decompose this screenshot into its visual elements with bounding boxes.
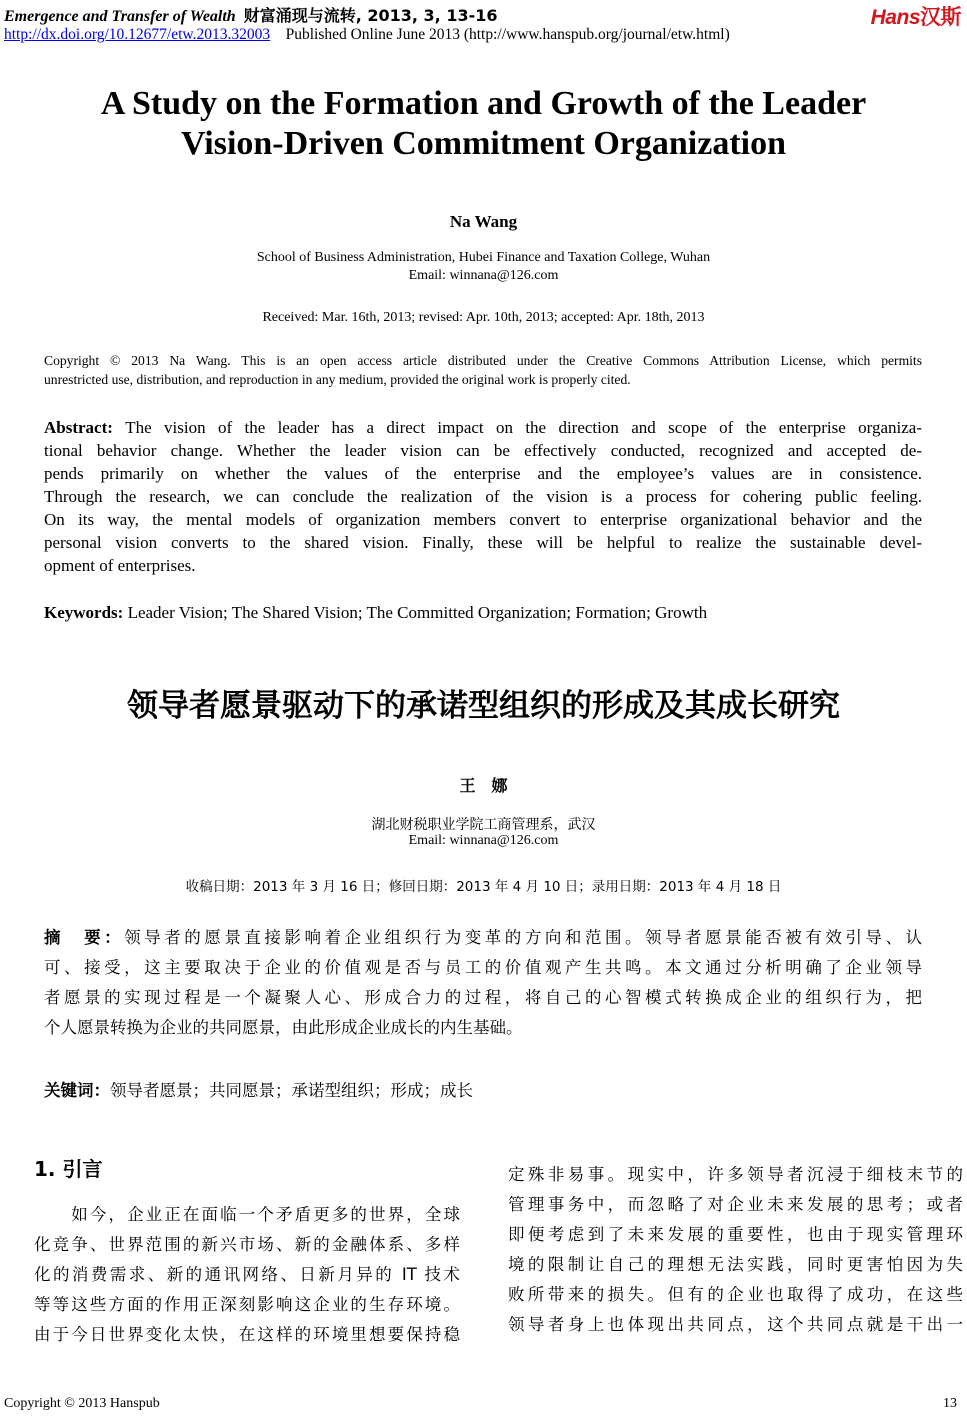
text-line: personal vision converts to the shared vision. Finally, these will be helpful to realize the sustainable devel- [44, 533, 922, 552]
english-title [0, 84, 967, 164]
chinese-author: 王 娜 [459, 776, 508, 795]
abstract-first-line [44, 923, 922, 953]
affiliation: School of Business Administration, Hubei Finance and Taxation College, Wuhan [256, 250, 711, 265]
text-line: 化的消费需求、新的通讯网络、日新月异的 IT 技术 [34, 1265, 460, 1284]
footer-copyright: Copyright © 2013 Hanspub [4, 1396, 160, 1411]
keywords-label: Keywords: [44, 603, 124, 622]
journal-citation: 财富涌现与流转, 2013, 3, 13-16 [243, 6, 498, 25]
abstract-first-line [44, 416, 922, 439]
chinese-title: 领导者愿景驱动下的承诺型组织的形成及其成长研究 [127, 688, 840, 724]
text-line: 定殊非易事。现实中，许多领导者沉浸于细枝末节的 [508, 1165, 963, 1184]
logo-latin: Hans [870, 6, 920, 29]
chinese-abstract [44, 923, 922, 1043]
text-line: 等等这些方面的作用正深刻影响这企业的生存环境。 [34, 1295, 460, 1314]
hans-logo [871, 1, 961, 31]
published-info: Published Online June 2013 (http://www.hanspub.org/journal/etw.html) [285, 26, 730, 43]
keywords-text: 领导者愿景；共同愿景；承诺型组织；形成；成长 [110, 1081, 473, 1100]
text-line: 由于今日世界变化太快，在这样的环境里想要保持稳 [34, 1325, 460, 1344]
text-line: opment of enterprises. [44, 556, 196, 575]
text-line: 如今，企业正在面临一个矛盾更多的世界，全球 [34, 1205, 460, 1224]
title-line: Vision-Driven Commitment Organization [180, 125, 786, 162]
english-keywords [44, 603, 707, 623]
text-line: 可、接受，这主要取决于企业的价值观是否与员工的价值观产生共鸣。本文通过分析明确了企业领导 [44, 958, 922, 977]
chinese-dates: 收稿日期：2013 年 3 月 16 日；修回日期：2013 年 4 月 10 日；录用日期：2013 年 4 月 18 日 [185, 879, 782, 895]
text-line: 个人愿景转换为企业的共同愿景，由此形成企业成长的内生基础。 [44, 1018, 523, 1037]
abstract-text: 领导者的愿景直接影响着企业组织行为变革的方向和范围。领导者愿景能否被有效引导、认 [124, 928, 923, 947]
body-left-column [34, 1200, 460, 1350]
text-line: 境的限制让自己的理想无法实践，同时更害怕因为失 [508, 1255, 963, 1274]
text-line: 管理事务中，而忽略了对企业未来发展的思考；或者 [508, 1195, 963, 1214]
abstract-label: 摘 要： [44, 928, 125, 947]
chinese-email: Email: winnana@126.com [408, 833, 559, 848]
text-line: 领导者身上也体现出共同点，这个共同点就是干出一 [508, 1315, 963, 1334]
text-line: 者愿景的实现过程是一个凝聚人心、形成合力的过程，将自己的心智模式转换成企业的组织行为，把 [44, 988, 922, 1007]
doi-line [4, 26, 730, 44]
keywords-label: 关键词： [44, 1081, 110, 1100]
text-line: 即便考虑到了未来发展的重要性，也由于现实管理环 [508, 1225, 963, 1244]
text-line: 化竞争、世界范围的新兴市场、新的金融体系、多样 [34, 1235, 460, 1254]
author-name: Na Wang [449, 212, 518, 231]
text-line: tional behavior change. Whether the leader vision can be effectively conducted, recognized and accepted de- [44, 441, 922, 460]
chinese-keywords [44, 1077, 473, 1101]
journal-name: Emergence and Transfer of Wealth [4, 8, 236, 25]
page-number: 13 [943, 1396, 957, 1411]
journal-header [4, 3, 498, 26]
copyright-line: unrestricted use, distribution, and reproduction in any medium, provided the original work is properly cited. [44, 372, 631, 387]
email: Email: winnana@126.com [408, 268, 559, 283]
text-line: On its way, the mental models of organization members convert to enterprise organizational behavior and the [44, 510, 922, 529]
section-heading: 1. 引言 [34, 1157, 103, 1181]
copyright-line: Copyright © 2013 Na Wang. This is an open access article distributed under the Creative Commons Attribution License, which permits [44, 353, 922, 368]
doi-link[interactable]: http://dx.doi.org/10.12677/etw.2013.32003 [4, 26, 271, 43]
body-right-column [508, 1160, 963, 1340]
title-line: A Study on the Formation and Growth of the Leader [100, 85, 867, 122]
text-line: pends primarily on whether the values of the enterprise and the employee’s values are in consistence. [44, 464, 922, 483]
abstract-text: The vision of the leader has a direct impact on the direction and scope of the enterprise organiza- [125, 418, 923, 437]
text-line: 败所带来的损失。但有的企业也取得了成功，在这些 [508, 1285, 963, 1304]
copyright-notice [44, 351, 922, 389]
english-abstract [44, 416, 922, 577]
abstract-label: Abstract: [44, 418, 126, 437]
chinese-affiliation: 湖北财税职业学院工商管理系，武汉 [371, 817, 596, 833]
keywords-text: Leader Vision; The Shared Vision; The Committed Organization; Formation; Growth [127, 603, 708, 622]
received-dates: Received: Mar. 16th, 2013; revised: Apr. 10th, 2013; accepted: Apr. 18th, 2013 [262, 310, 705, 325]
text-line: Through the research, we can conclude the realization of the vision is a process for cohering public feeling. [44, 487, 922, 506]
logo-cn: 汉斯 [920, 5, 961, 29]
